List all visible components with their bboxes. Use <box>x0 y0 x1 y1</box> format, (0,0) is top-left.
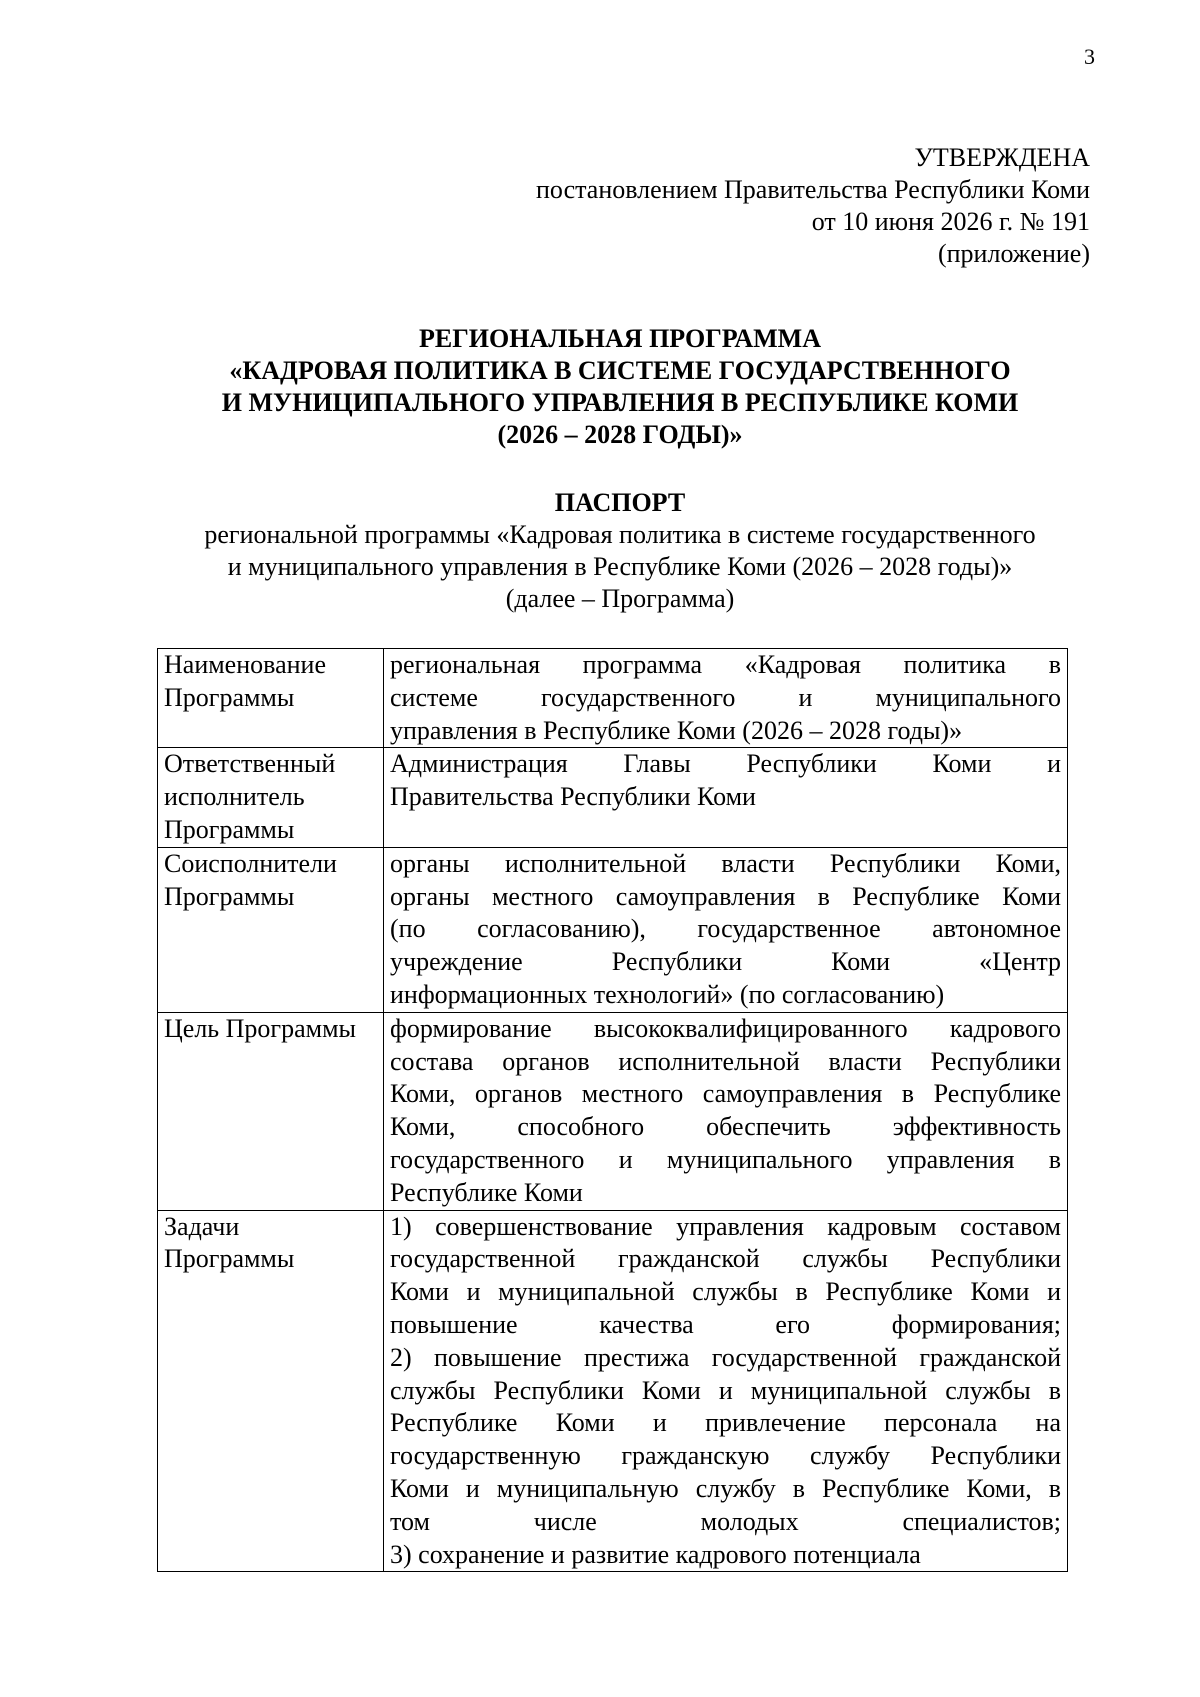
row-value <box>384 1012 1068 1210</box>
table-row-name <box>158 649 1068 748</box>
row-label: Цель Программы <box>158 1012 384 1210</box>
row-value-line: государственного и муниципального управления в <box>390 1144 1061 1174</box>
passport-subtitle-line-1: региональной программы «Кадровая политика в системе государственного <box>204 520 1036 549</box>
row-value-line: том числе молодых специалистов; <box>390 1506 1061 1536</box>
passport-subtitle <box>120 519 1120 615</box>
table-row-goal <box>158 1012 1068 1210</box>
row-value-line: Республике Коми и привлечение персонала на <box>390 1408 1061 1438</box>
row-value-line: информационных технологий» (по согласованию) <box>390 979 945 1009</box>
passport-subtitle-line-2: и муниципального управления в Республике Коми (2026 – 2028 годы)» <box>227 552 1013 581</box>
row-value-line: Администрация Главы Республики Коми и <box>390 749 1061 779</box>
row-label: Задачи Программы <box>158 1210 384 1572</box>
row-value-line: учреждение Республики Коми «Центр <box>390 947 1061 977</box>
row-value-line: Коми, способного обеспечить эффективность <box>390 1112 1061 1142</box>
row-value-line: государственную гражданскую службу Республики <box>390 1441 1061 1471</box>
row-label: Соисполнители Программы <box>158 847 384 1012</box>
row-value-line: региональная программа «Кадровая политика в <box>390 650 1061 679</box>
row-label: Ответственный исполнитель Программы <box>158 748 384 847</box>
row-value-line: Коми и муниципальной службы в Республике Коми и <box>390 1277 1061 1307</box>
row-value-line: повышение качества его формирования; <box>390 1309 1061 1339</box>
row-value-line: формирование высококвалифицированного кадрового <box>390 1013 1061 1043</box>
row-value-line: органы исполнительной власти Республики Коми, <box>390 848 1061 878</box>
approval-line-resolution: постановлением Правительства Республики Коми <box>536 175 1090 204</box>
program-title-line-1: РЕГИОНАЛЬНАЯ ПРОГРАММА <box>419 324 821 353</box>
table-row-co-executors <box>158 847 1068 1012</box>
program-title-line-4: (2026 – 2028 ГОДЫ)» <box>497 420 743 449</box>
program-title-line-2: «КАДРОВАЯ ПОЛИТИКА В СИСТЕМЕ ГОСУДАРСТВЕННОГО <box>229 356 1011 385</box>
program-title <box>120 323 1120 451</box>
approval-line-date-number: от 10 июня 2026 г. № 191 <box>811 207 1090 236</box>
approval-line-appendix: (приложение) <box>937 239 1090 268</box>
row-value <box>384 1210 1068 1572</box>
row-value-line: 2) повышение престижа государственной гражданской <box>390 1342 1061 1372</box>
table-row-tasks <box>158 1210 1068 1572</box>
passport-subtitle-line-3: (далее – Программа) <box>505 584 735 613</box>
passport-heading: ПАСПОРТ <box>554 488 686 517</box>
row-value-line: Коми и муниципальную службу в Республике Коми, в <box>390 1473 1061 1503</box>
row-value-line: состава органов исполнительной власти Республики <box>390 1046 1061 1076</box>
row-value-line: органы местного самоуправления в Республике Коми <box>390 881 1061 911</box>
row-value-line: системе государственного и муниципального <box>390 682 1061 712</box>
approval-block <box>536 142 1090 270</box>
row-value-line: 1) совершенствование управления кадровым составом <box>390 1211 1061 1241</box>
row-value-line: Правительства Республики Коми <box>390 782 756 812</box>
row-value <box>384 847 1068 1012</box>
row-value-line: 3) сохранение и развитие кадрового потенциала <box>390 1539 921 1569</box>
row-value <box>384 649 1068 748</box>
program-title-line-3: И МУНИЦИПАЛЬНОГО УПРАВЛЕНИЯ В РЕСПУБЛИКЕ КОМИ <box>221 388 1019 417</box>
row-value <box>384 748 1068 847</box>
row-value-line: службы Республики Коми и муниципальной службы в <box>390 1375 1061 1405</box>
row-value-line: государственной гражданской службы Республики <box>390 1244 1061 1274</box>
approval-line-approved: УТВЕРЖДЕНА <box>914 143 1090 172</box>
row-value-line: Республике Коми <box>390 1177 583 1207</box>
passport-table <box>157 648 1068 1572</box>
row-value-line: (по согласованию), государственное автономное <box>390 914 1061 944</box>
row-label: Наименование Программы <box>158 649 384 748</box>
row-value-line: Коми, органов местного самоуправления в Республике <box>390 1079 1061 1109</box>
passport-table-body <box>158 649 1068 1572</box>
row-value-line: управления в Республике Коми (2026 – 2028 годы)» <box>390 715 963 745</box>
page-number: 3 <box>1084 44 1095 69</box>
table-row-responsible-executor <box>158 748 1068 847</box>
